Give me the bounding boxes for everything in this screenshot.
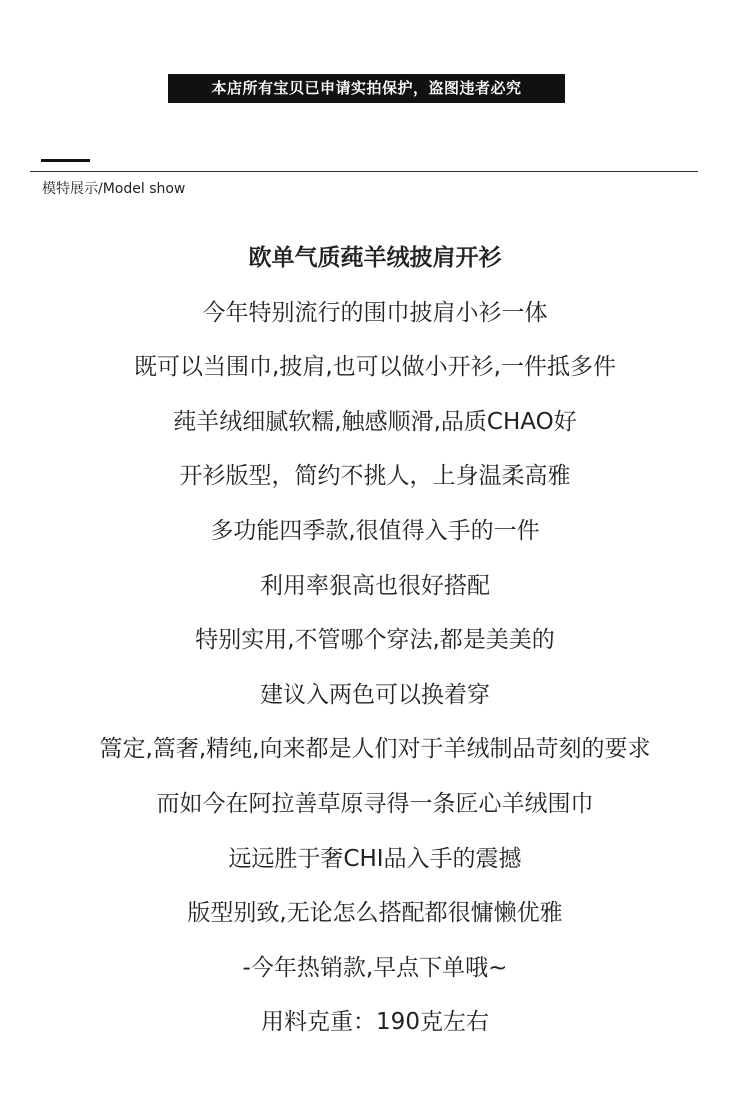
description-line: 莼羊绒细腻软糯,触感顺滑,品质CHAO好 xyxy=(173,408,577,435)
section-accent-divider xyxy=(41,159,90,162)
description-line: 今年特别流行的围巾披肩小衫一体 xyxy=(202,299,548,326)
section-divider xyxy=(30,171,698,172)
description-line: -今年热销款,早点下单哦~ xyxy=(242,954,508,981)
description-line: 篙定,篙奢,精纯,向来都是人们对于羊绒制品苛刻的要求 xyxy=(99,736,651,763)
description-line: 特别实用,不管哪个穿法,都是美美的 xyxy=(195,627,555,654)
product-title: 欧单气质莼羊绒披肩开衫 xyxy=(248,245,502,271)
description-line: 既可以当围巾,披肩,也可以做小开衫,一件抵多件 xyxy=(134,354,616,381)
description-line: 利用率狠高也很好搭配 xyxy=(260,572,490,599)
product-description xyxy=(0,234,750,1053)
description-line: 远远胜于奢CHI品入手的震撼 xyxy=(228,845,522,872)
description-line: 建议入两色可以换着穿 xyxy=(260,681,490,708)
fabric-weight-line: 用料克重：190克左右 xyxy=(261,1009,489,1036)
description-line: 而如今在阿拉善草原寻得一条匠心羊绒围巾 xyxy=(156,790,594,817)
description-line: 版型别致,无论怎么搭配都很慵懒优雅 xyxy=(187,900,563,927)
copyright-notice-banner: 本店所有宝贝已申请实拍保护，盗图违者必究 xyxy=(168,74,565,103)
description-line: 开衫版型，简约不挑人，上身温柔高雅 xyxy=(179,463,571,490)
section-heading: 模特展示/Model show xyxy=(42,181,186,197)
description-line: 多功能四季款,很值得入手的一件 xyxy=(210,517,540,544)
